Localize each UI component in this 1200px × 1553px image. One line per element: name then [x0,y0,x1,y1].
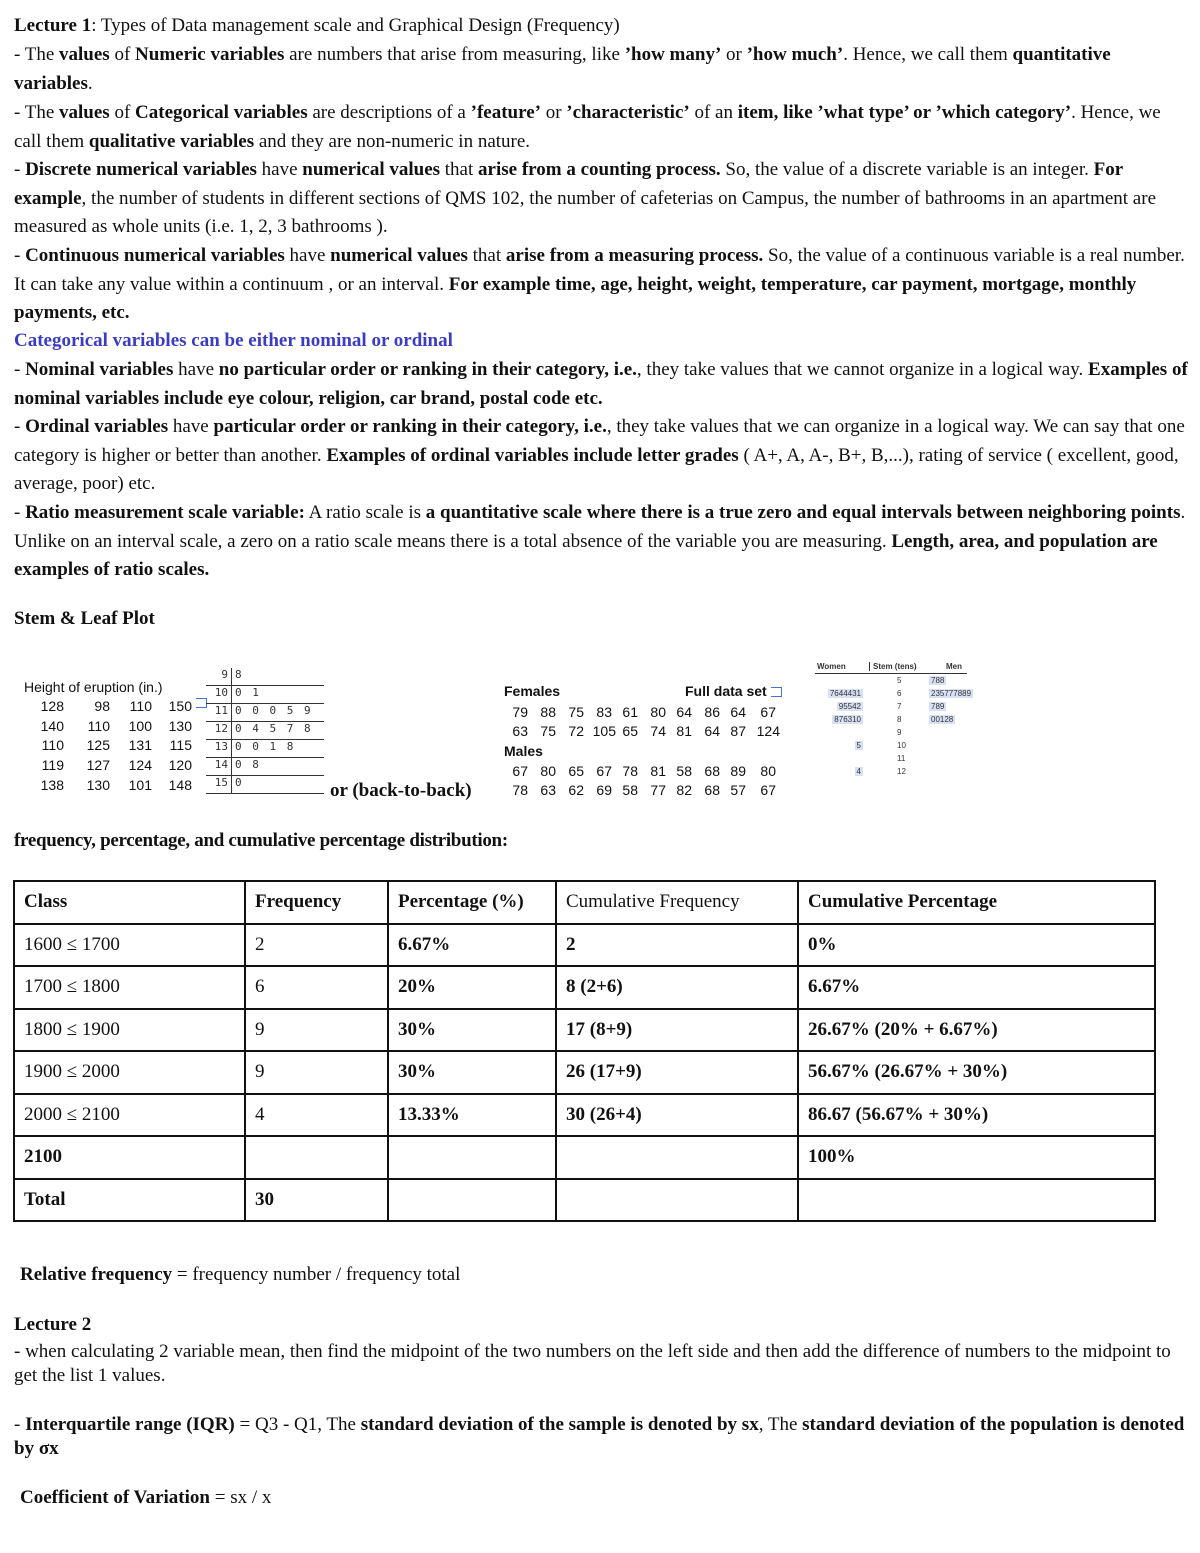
eruption-row [24,757,192,773]
table-cell: 4 [245,1094,388,1137]
eruption-value: 110 [87,718,110,734]
stem: 9 [206,668,232,685]
eruption-title: Height of eruption (in.) [24,679,163,695]
women-leaves: 7644431 [829,689,861,698]
eruption-value: 131 [128,737,152,753]
women-leaves: 5 [856,741,861,750]
stem: 13 [206,740,232,757]
eruption-value: 125 [86,737,110,753]
table-cell: 6.67% [798,966,1155,1009]
table-cell: 20% [388,966,556,1009]
stem-value: 7 [897,702,902,711]
table-header-row [14,881,1155,924]
table-cell: 30 (26+4) [556,1094,798,1137]
distribution-heading: frequency, percentage, and cumulative percentage distribution: [14,830,508,851]
stem: 12 [206,722,232,739]
paragraph-ordinal-variables: - Ordinal variables have particular order or ranking in their category, i.e., they take values that we can organize in a logical way. We can say that one category is higher or better than another. Examples of ordinal variables include letter grades ( A+, A, A-, B+, B,...), rating of service ( excellent, good, average, poor) etc. [14,416,1185,494]
stem-leaf-plot [206,668,324,794]
table-row [14,1009,1155,1052]
eruption-value: 124 [128,757,152,773]
frequency-table [13,880,1156,1222]
men-leaves: 788 [931,676,945,685]
table-cell: 1700 ≤ 1800 [14,966,245,1009]
table-row [14,1136,1155,1179]
table-cell: 9 [245,1009,388,1052]
header-cell: Cumulative Percentage [798,881,1155,924]
women-leaves: 4 [856,767,861,776]
table-cell: 26 (17+9) [556,1051,798,1094]
back-to-back-label: or (back-to-back) [330,780,472,801]
table-cell [556,1179,798,1222]
header-cell: Percentage (%) [388,881,556,924]
table-cell: 1900 ≤ 2000 [14,1051,245,1094]
leaf: 0 8 [235,758,261,771]
stem-leaf-row [206,704,324,722]
paragraph-categorical-variables: - The values of Categorical variables are descriptions of a ’feature’ or ’characteristic’ of an item, like ’what type’ or ’which category’. Hence, we call them qualitative variables and they are non-numeric in nature. [14,102,1161,152]
table-cell: 2 [245,924,388,967]
lecture-1-title: Lecture 1: Types of Data management scale and Graphical Design (Frequency) [14,15,620,36]
eruption-value: 140 [40,718,64,734]
males-row: 67 80 65 67 78 81 58 68 89 80 [512,763,776,779]
table-cell [556,1136,798,1179]
table-cell: 0% [798,924,1155,967]
full-data-set-label: Full data set [685,683,782,699]
eruption-row [24,718,192,734]
table-cell: 8 (2+6) [556,966,798,1009]
back-to-back-stem-plot [815,662,975,797]
table-cell: 100% [798,1136,1155,1179]
paragraph-discrete-variables: - Discrete numerical variables have numerical values that arise from a counting process. So, the value of a discrete variable is an integer. For example, the number of students in different sections of QMS 102, the number of cafeterias on Campus, the number of bathrooms in an apartment are measured as whole units (i.e. 1, 2, 3 bathrooms ). [14,159,1157,237]
stem-value: 11 [897,754,906,763]
leaf: 0 [235,776,244,789]
stem-value: 9 [897,728,902,737]
stem-leaf-row [206,722,324,740]
leaf: 0 1 [235,686,261,699]
header-cell: Frequency [245,881,388,924]
table-row [14,1051,1155,1094]
table-cell: 17 (8+9) [556,1009,798,1052]
table-cell [798,1179,1155,1222]
eruption-row [24,777,192,793]
eruption-value: 100 [128,718,152,734]
table-cell: 2000 ≤ 2100 [14,1094,245,1137]
stem-value: 5 [897,676,902,685]
eruption-row [24,698,207,714]
stem-leaf-row [206,758,324,776]
stem: 15 [206,776,232,793]
paragraph-numeric-variables: - The values of Numeric variables are numbers that arise from measuring, like ’how many’ or ’how much’. Hence, we call them quantitative variables. [14,44,1111,94]
table-cell: Total [14,1179,245,1222]
females-row: 79 88 75 83 61 80 64 86 64 67 [512,704,776,720]
table-cell [245,1136,388,1179]
eruption-value: 127 [86,757,110,773]
eruption-value: 128 [40,698,64,714]
males-row: 78 63 62 69 58 77 82 68 57 67 [512,782,776,798]
stem-leaf-row [206,776,324,794]
header-cell: Class [14,881,245,924]
categorical-subheading: Categorical variables can be either nominal or ordinal [14,330,453,351]
men-leaves: 235777889 [931,689,972,698]
stem-leaf-row [206,740,324,758]
relative-frequency-formula: Relative frequency = frequency number / frequency total [20,1264,461,1285]
stem-leaf-key [206,668,324,686]
eruption-value: 138 [40,777,64,793]
stem-leaf-heading: Stem & Leaf Plot [14,608,155,629]
table-row [14,1094,1155,1137]
paragraph-continuous-variables: - Continuous numerical variables have numerical values that arise from a measuring process. So, the value of a continuous variable is a real number. It can take any value within a continuum , or an interval. For example time, age, height, weight, temperature, car payment, mortgage, monthly payments, etc. [14,245,1185,323]
table-cell: 13.33% [388,1094,556,1137]
paragraph-nominal-variables: - Nominal variables have no particular order or ranking in their category, i.e., they take values that we cannot organize in a logical way. Examples of nominal variables include eye colour, religion, car brand, postal code etc. [14,359,1188,409]
eruption-value: 101 [128,777,152,793]
table-cell: 1600 ≤ 1700 [14,924,245,967]
table-cell: 1800 ≤ 1900 [14,1009,245,1052]
eruption-value: 150 [168,698,192,714]
table-cell: 86.67 (56.67% + 30%) [798,1094,1155,1137]
header-divider [815,673,967,674]
eruption-value: 148 [168,777,192,793]
leaf: 8 [235,668,244,681]
stem-value: 6 [897,689,902,698]
men-header: Men [946,662,962,671]
stem-value: 8 [897,715,902,724]
eruption-value: 130 [168,718,192,734]
stem-value: 10 [897,741,906,750]
females-label: Females [504,683,561,699]
stem: 11 [206,704,232,721]
table-cell: 56.67% (26.67% + 30%) [798,1051,1155,1094]
eruption-value: 110 [41,737,64,753]
paragraph-iqr-std: - Interquartile range (IQR) = Q3 - Q1, The standard deviation of the sample is denoted by sx, The standard deviation of the population is denoted by σx [14,1414,1185,1459]
leaf: 0 4 5 7 8 [235,722,313,735]
paragraph-two-variable-mean: - when calculating 2 variable mean, then find the midpoint of the two numbers on the left side and then add the difference of numbers to the midpoint to get the list 1 values. [14,1341,1171,1386]
table-row [14,924,1155,967]
table-row [14,966,1155,1009]
table-cell: 30% [388,1009,556,1052]
table-cell: 30% [388,1051,556,1094]
eruption-row [24,737,192,753]
women-leaves: 876310 [834,715,861,724]
eruption-value: 119 [41,757,64,773]
paragraph-ratio-scale: - Ratio measurement scale variable: A ratio scale is a quantitative scale where there is a true zero and equal intervals between neighboring points. Unlike on an interval scale, a zero on a ratio scale means there is a total absence of the variable you are measuring. Length, area, and population are examples of ratio scales. [14,502,1186,580]
leaf: 0 0 0 5 9 [235,704,313,717]
females-row: 63 75 72 105 65 74 81 64 87 124 [512,723,780,739]
table-cell: 30 [245,1179,388,1222]
women-header: Women [817,662,846,671]
stem-header: Stem (tens) [869,662,917,671]
stem-leaf-row [206,686,324,704]
table-cell: 6.67% [388,924,556,967]
table-cell [388,1179,556,1222]
eruption-value: 130 [86,777,110,793]
table-cell: 9 [245,1051,388,1094]
males-label: Males [504,743,543,759]
lecture-2-title: Lecture 2 [14,1314,92,1335]
men-leaves: 00128 [931,715,954,724]
stem-value: 12 [897,767,906,776]
eruption-value: 98 [94,698,110,714]
stem: 14 [206,758,232,775]
table-row [14,1179,1155,1222]
eruption-value: 120 [168,757,192,773]
table-cell: 6 [245,966,388,1009]
copy-icon [771,687,782,697]
table-cell [388,1136,556,1179]
eruption-value: 110 [129,698,152,714]
women-leaves: 95542 [838,702,861,711]
header-cell: Cumulative Frequency [556,881,798,924]
table-cell: 2 [556,924,798,967]
men-leaves: 789 [931,702,945,711]
table-cell: 26.67% (20% + 6.67%) [798,1009,1155,1052]
leaf: 0 0 1 8 [235,740,296,753]
coefficient-of-variation-formula: Coefficient of Variation = sx / x [20,1487,272,1508]
eruption-value: 115 [169,737,192,753]
stem: 10 [206,686,232,703]
table-cell: 2100 [14,1136,245,1179]
